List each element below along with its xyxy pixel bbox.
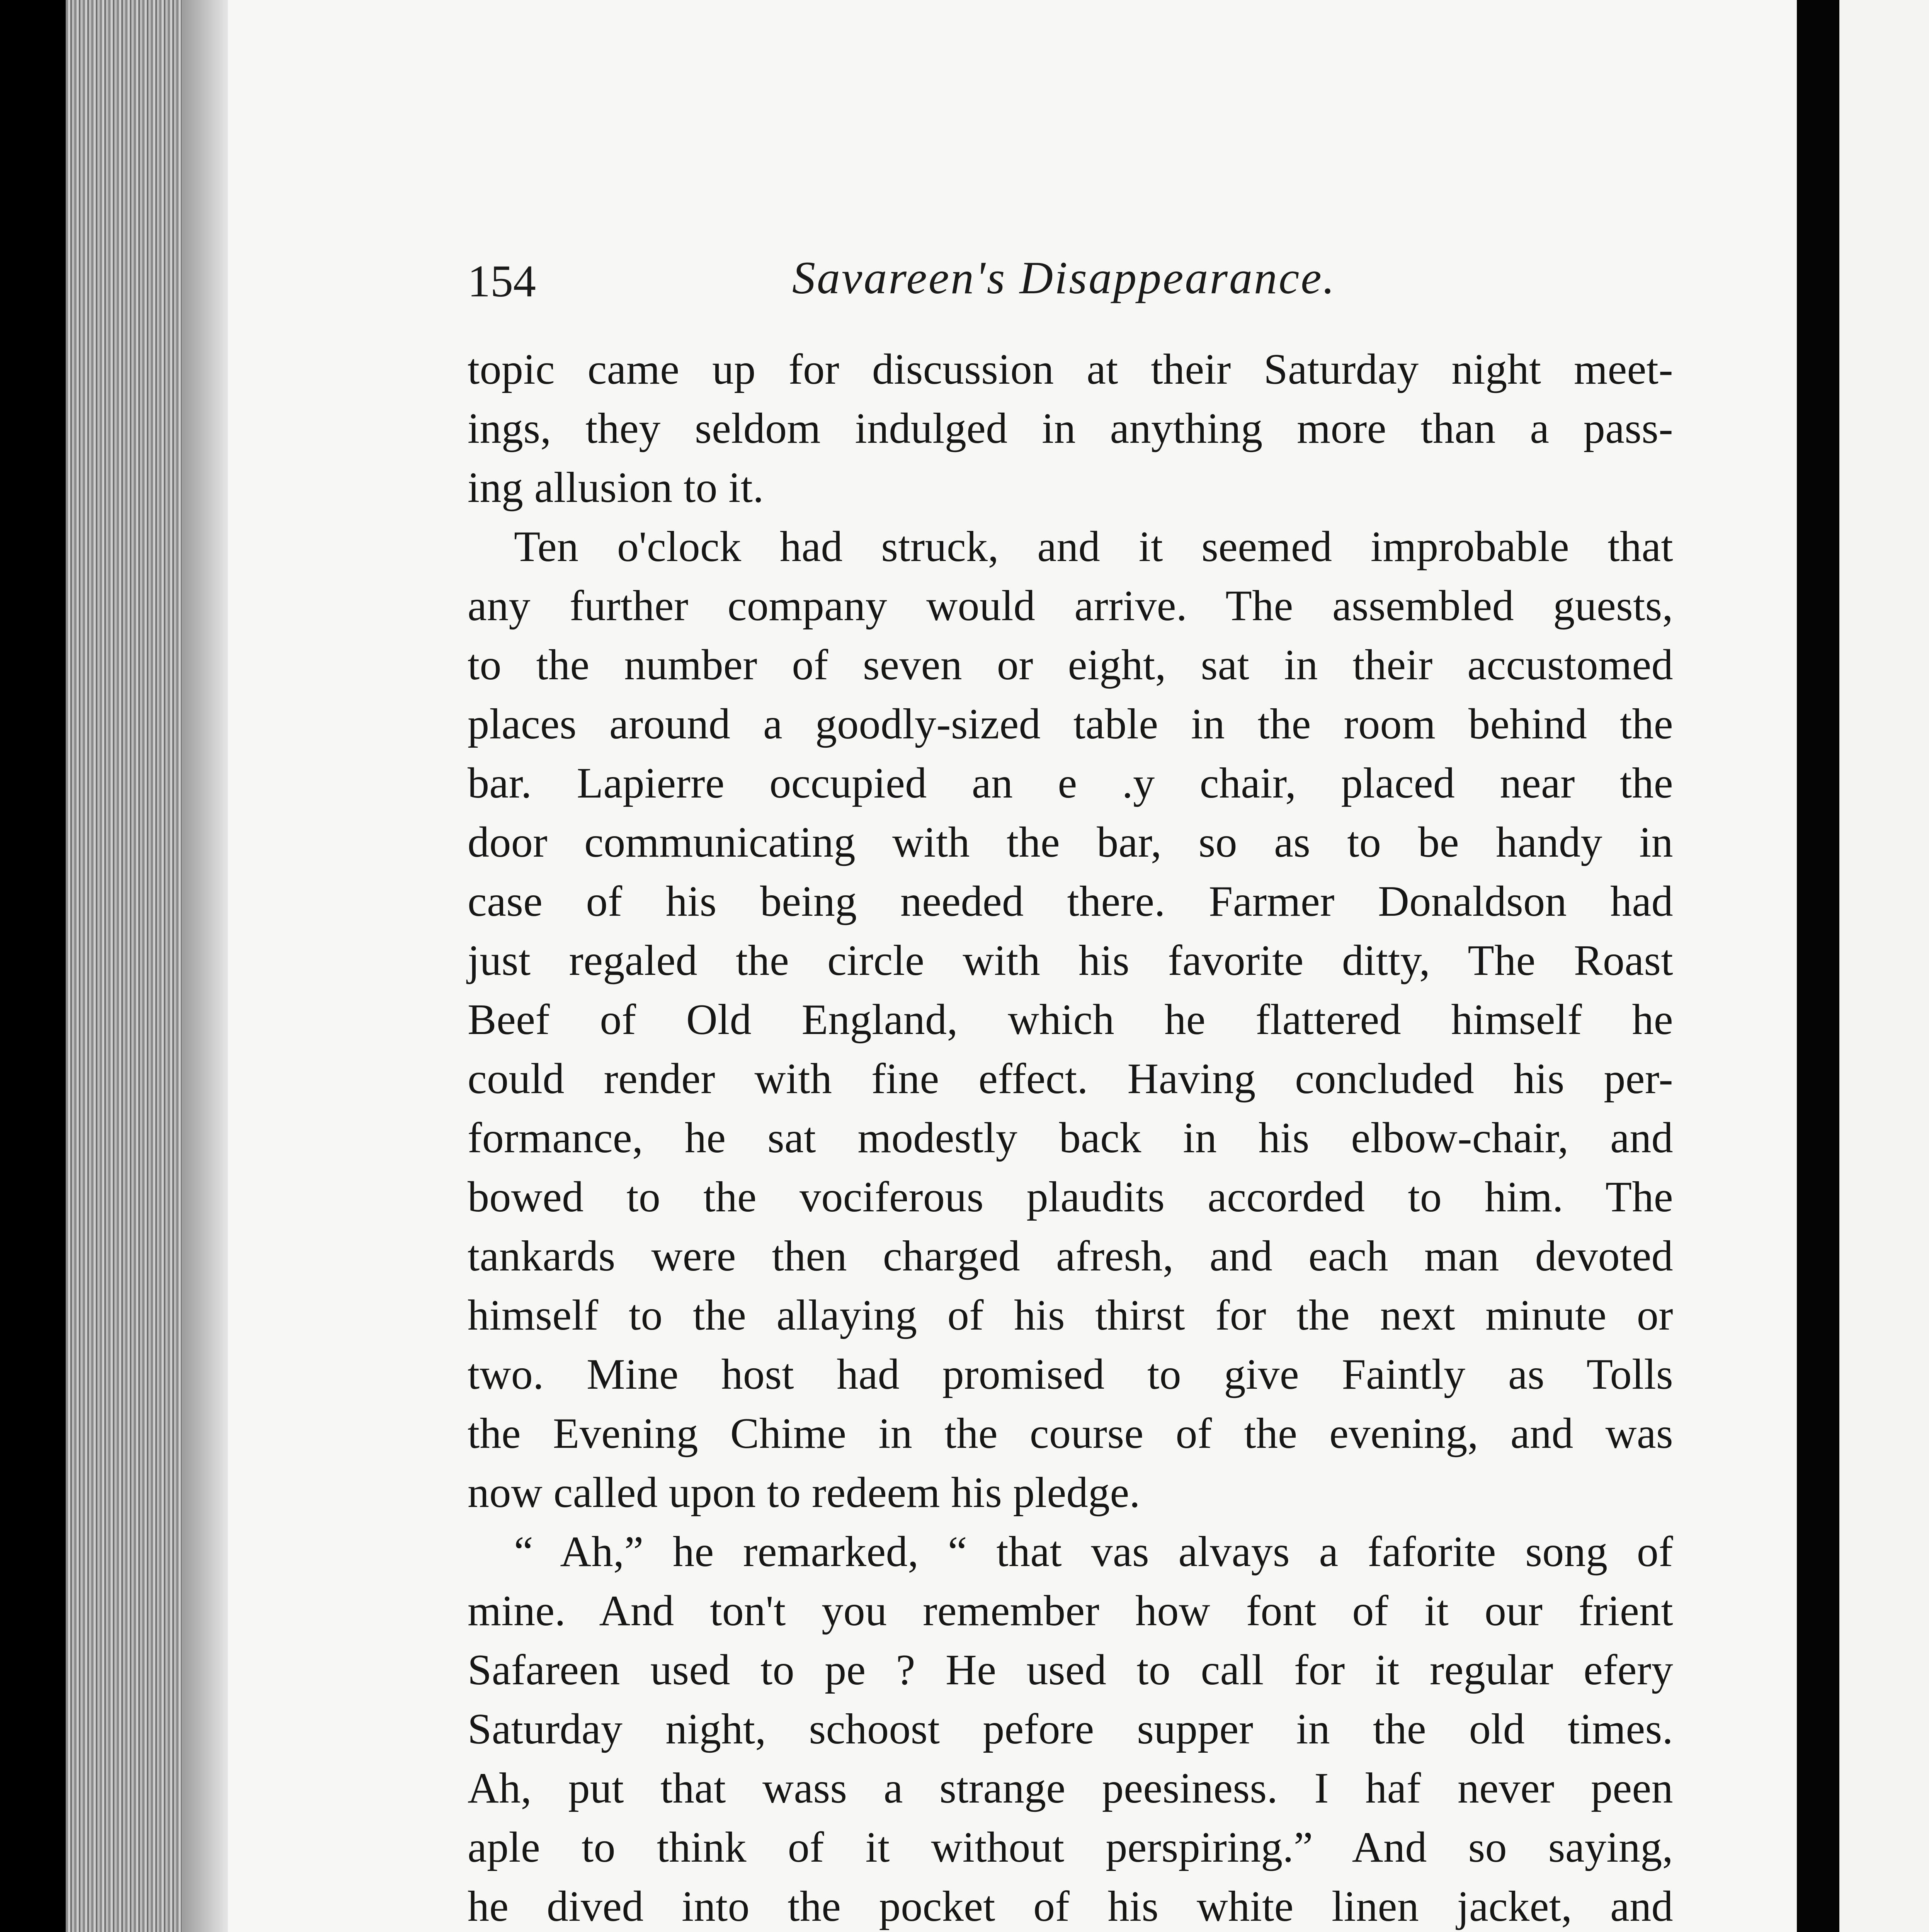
page-body (468, 340, 1673, 1932)
text-line: himself to the allaying of his thirst for the next minute or (468, 1291, 1673, 1339)
page-number: 154 (468, 256, 536, 306)
text-line: tankards were then charged afresh, and each man devoted (468, 1232, 1673, 1280)
text-line: bowed to the vociferous plaudits accorded to him. The (468, 1173, 1673, 1221)
text-line: Ten o'clock had struck, and it seemed improbable that (514, 523, 1673, 571)
text-line: formance, he sat modestly back in his elbow-chair, and (468, 1114, 1673, 1162)
text-line: ing allusion to it. (468, 464, 764, 512)
text-line: Ah, put that wass a strange peesiness. I haf never peen (468, 1764, 1673, 1812)
running-title: Savareen's Disappearance. (792, 252, 1336, 303)
text-line: he dived into the pocket of his white linen jacket, and (468, 1883, 1673, 1930)
text-line: now called upon to redeem his pledge. (468, 1469, 1140, 1517)
text-line: just regaled the circle with his favorite ditty, The Roast (468, 937, 1673, 985)
text-line: bar. Lapierre occupied an e .y chair, placed near the (468, 759, 1673, 807)
text-line: Beef of Old England, which he flattered himself he (468, 996, 1673, 1044)
text-line: places around a goodly-sized table in the room behind the (468, 700, 1673, 748)
page-gutter (1797, 0, 1839, 1932)
text-line: ings, they seldom indulged in anything more than a pass- (468, 405, 1673, 452)
text-line: aple to think of it without perspiring.” And so saying, (468, 1823, 1673, 1871)
text-line: mine. And ton't you remember how font of it our frient (468, 1587, 1673, 1635)
text-line: could render with fine effect. Having concluded his per- (468, 1055, 1673, 1103)
text-line: Safareen used to pe ? He used to call for it regular efery (468, 1646, 1673, 1694)
text-line: Saturday night, schoost pefore supper in the old times. (468, 1705, 1673, 1753)
text-line: the Evening Chime in the course of the evening, and was (468, 1410, 1673, 1458)
text-line: case of his being needed there. Farmer Donaldson had (468, 878, 1673, 925)
text-line: any further company would arrive. The assembled guests, (468, 582, 1673, 630)
text-line: two. Mine host had promised to give Faintly as Tolls (468, 1350, 1673, 1398)
text-line: “ Ah,” he remarked, “ that vas alvays a faforite song of (514, 1528, 1673, 1576)
page-header (468, 247, 1673, 317)
text-line: to the number of seven or eight, sat in their accustomed (468, 641, 1673, 689)
adjacent-page-edge (1839, 0, 1929, 1932)
text-line: topic came up for discussion at their Saturday night meet- (468, 345, 1673, 393)
text-line: door communicating with the bar, so as to be handy in (468, 818, 1673, 866)
page-curl-shadow (182, 0, 228, 1932)
